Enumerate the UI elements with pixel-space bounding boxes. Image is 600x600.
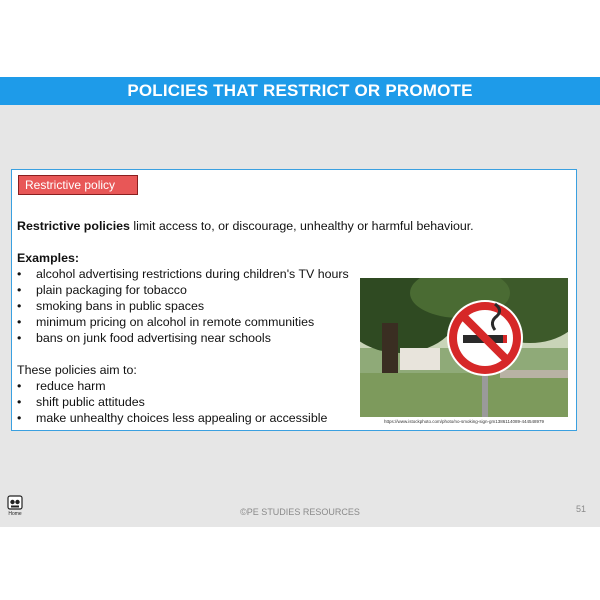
content-box	[11, 169, 577, 431]
list-item: • reduce harm	[17, 378, 557, 394]
slide-title: POLICIES THAT RESTRICT OR PROMOTE	[0, 77, 600, 105]
no-smoking-sign-photo	[360, 278, 568, 417]
footer-copyright: ©PE STUDIES RESOURCES	[240, 507, 360, 517]
list-item: • plain packaging for tobacco	[17, 282, 557, 298]
list-item: • smoking bans in public spaces	[17, 298, 557, 314]
list-item: • make unhealthy choices less appealing or accessible	[17, 410, 557, 426]
intro-bold-term: Restrictive policies	[17, 219, 130, 233]
restrictive-policy-tag: Restrictive policy	[18, 175, 138, 195]
home-label: Home	[8, 511, 22, 517]
list-item: • bans on junk food advertising near schools	[17, 330, 557, 346]
aims-heading: These policies aim to:	[17, 363, 137, 377]
intro-paragraph	[17, 218, 557, 234]
page-number: 51	[575, 504, 586, 514]
image-caption: https://www.istockphoto.com/photo/no-smoking-sign-gm1386114089-444548979	[384, 419, 545, 424]
list-item: • minimum pricing on alcohol in remote communities	[17, 314, 557, 330]
list-item: • shift public attitudes	[17, 394, 557, 410]
examples-heading: Examples:	[17, 251, 79, 265]
intro-text: limit access to, or discourage, unhealthy or harmful behaviour.	[129, 219, 474, 233]
list-item: • alcohol advertising restrictions during children's TV hours	[17, 266, 557, 282]
slide	[0, 77, 600, 527]
